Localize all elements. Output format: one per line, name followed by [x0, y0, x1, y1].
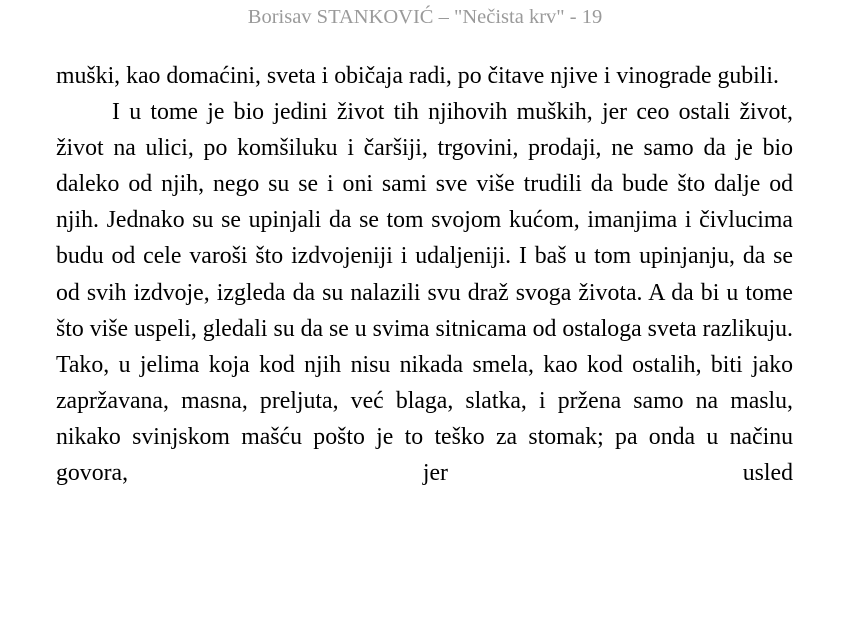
body-text — [56, 58, 793, 491]
running-header: Borisav STANKOVIĆ – "Nečista krv" - 19 — [247, 6, 603, 28]
paragraph-main: I u tome je bio jedini život tih njihovih muških, jer ceo ostali život, život na ulici, po komšiluku i čaršiji, trgovini, prodaji, ne samo da je bio daleko od njih, nego su se i oni sami sve više trudili da bude što dalje od njih. Jednako su se upinjali da se tom svojom kućom, imanjima i čivlucima budu od cele varoši što izdvojeniji i udaljeniji. I baš u tom upinjanju, da se od svih izdvoje, izgleda da su nalazili svu draž svoga života. A da bi u tome što više uspeli, gledali su da se u svima sitnicama od ostaloga sveta razlikuju. Tako, u jelima koja kod njih nisu nikada smela, kao kod ostalih, biti jako zapržavana, masna, preljuta, već blaga, slatka, i pržena samo na maslu, nikako svinjskom mašću pošto je to teško za stomak; pa onda u načinu govora, jer usled — [56, 99, 793, 487]
paragraph-continuation: muški, kao domaćini, sveta i običaja radi, po čitave njive i vinograde gubili. — [56, 63, 779, 89]
